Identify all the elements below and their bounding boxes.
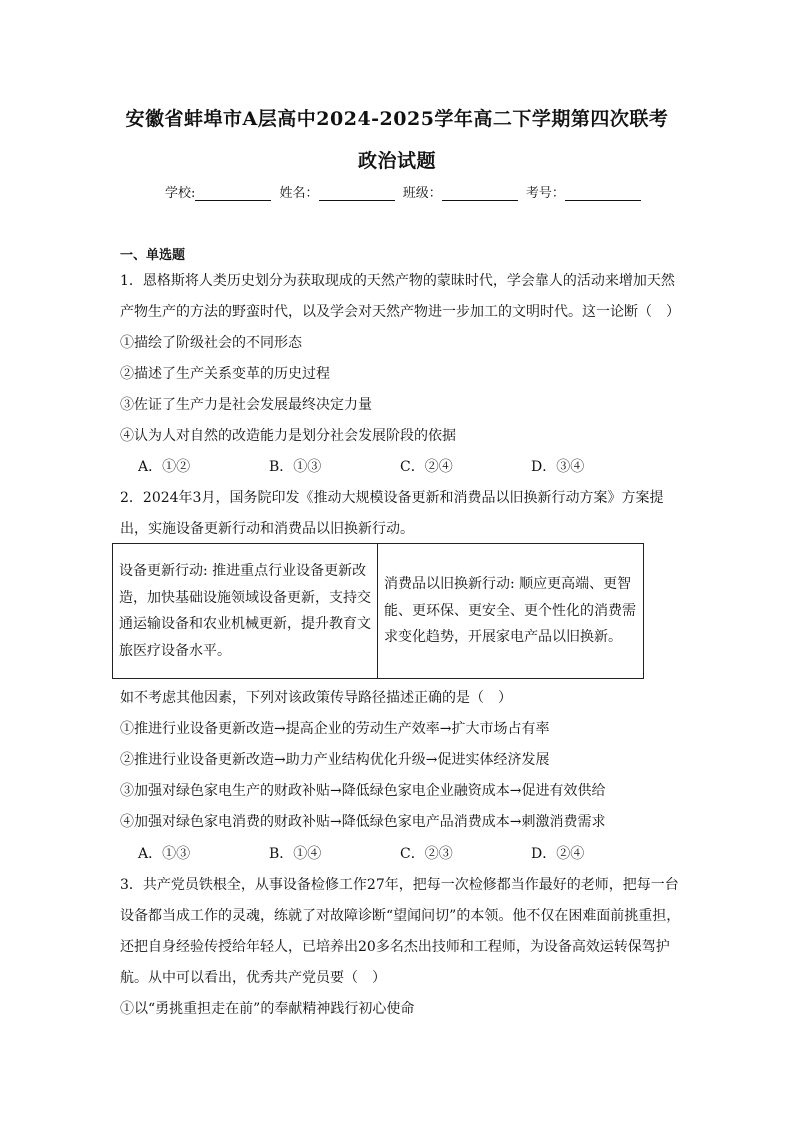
q1-item-2: ②描述了生产关系变革的历史过程 <box>120 366 330 382</box>
q1-item-4: ④认为人对自然的改造能力是划分社会发展阶段的依据 <box>120 428 456 444</box>
equipment-renewal-line-2: 造，加快基础设施领域设备更新，支持交 <box>119 589 371 606</box>
trade-in-line-2: 能、更环保、更安全、更个性化的消费需 <box>384 602 636 619</box>
q2-item-4: ④加强对绿色家电消费的财政补贴→降低绿色家电产品消费成本→刺激消费需求 <box>120 814 606 830</box>
q1-option-b: B．①③ <box>269 459 322 475</box>
exam-number-label: 考号： <box>525 186 565 201</box>
q1-option-d: D．③④ <box>531 459 585 475</box>
exam-number-blank <box>565 188 641 201</box>
q2-item-1: ①推进行业设备更新改造→提高企业的劳动生产效率→扩大市场占有率 <box>120 721 550 737</box>
trade-in-line-3: 求变化趋势，开展家电产品以旧换新。 <box>384 629 622 646</box>
trade-in-line-1: 消费品以旧换新行动: 顺应更高端、更智 <box>384 576 632 593</box>
q2-options <box>138 843 658 863</box>
name-blank <box>319 188 395 201</box>
exam-subject-title: 政治试题 <box>357 150 436 172</box>
class-label: 班级： <box>402 186 442 201</box>
q1-options <box>138 456 658 476</box>
equipment-renewal-line-4: 旅医疗设备水平。 <box>119 642 231 659</box>
q3-stem-line-1: 3．共产党员铁根全，从事设备检修工作27年，把每一次检修都当作最好的老师，把每一台 <box>120 877 679 893</box>
q1-stem-line-1: 1．恩格斯将人类历史划分为获取现成的天然产物的蒙昧时代，学会靠人的活动来增加天然 <box>120 273 675 289</box>
trade-in-cell <box>378 544 644 679</box>
section-heading: 一、单选题 <box>120 248 186 263</box>
q1-stem-line-2: 产物生产的方法的野蛮时代，以及学会对天然产物进一步加工的文明时代。这一论断（ ） <box>120 304 680 320</box>
q2-item-2: ②推进行业设备更新改造→助力产业结构优化升级→促进实体经济发展 <box>120 752 550 768</box>
q3-stem-line-4: 航。从中可以看出，优秀共产党员要（ ） <box>120 970 386 986</box>
q3-item-1: ①以“勇挑重担走在前”的奉献精神践行初心使命 <box>120 1001 415 1017</box>
q1-option-a: A．①② <box>138 459 191 475</box>
equipment-renewal-line-3: 通运输设备和农业机械更新，提升教育文 <box>119 616 371 632</box>
q2-question: 如不考虑其他因素，下列对该政策传导路径描述正确的是（ ） <box>120 690 512 706</box>
school-blank <box>195 188 271 201</box>
school-label: 学校: <box>165 186 196 201</box>
q1-item-3: ③佐证了生产力是社会发展最终决定力量 <box>120 397 372 413</box>
q2-item-3: ③加强对绿色家电生产的财政补贴→降低绿色家电企业融资成本→促进有效供给 <box>120 783 606 799</box>
student-info-row <box>165 182 645 201</box>
class-blank <box>442 188 518 201</box>
equipment-renewal-cell <box>113 544 378 679</box>
policy-table <box>112 543 644 679</box>
q1-option-c: C．②④ <box>400 459 453 475</box>
q2-option-c: C．②③ <box>400 846 453 862</box>
q2-stem-line-1: 2．2024年3月，国务院印发《推动大规模设备更新和消费品以旧换新行动方案》方案提 <box>120 490 664 506</box>
q2-option-a: A．①③ <box>138 846 191 862</box>
q1-item-1: ①描绘了阶级社会的不同形态 <box>120 335 302 351</box>
equipment-renewal-line-1: 设备更新行动: 推进重点行业设备更新改 <box>119 563 367 579</box>
q2-stem-line-2: 出，实施设备更新行动和消费品以旧换新行动。 <box>120 521 414 537</box>
q3-stem-line-2: 设备都当成工作的灵魂，练就了对故障诊断“望闻问切”的本领。他不仅在困难面前挑重担， <box>120 908 681 924</box>
exam-title: 安徽省蚌埠市A层高中2024-2025学年高二下学期第四次联考 <box>125 108 669 130</box>
q3-stem-line-3: 还把自身经验传授给年轻人，已培养出20多名杰出技师和工程师，为设备高效运转保驾护 <box>120 939 670 955</box>
q2-option-b: B．①④ <box>269 846 322 862</box>
q2-option-d: D．②④ <box>531 846 585 862</box>
name-label: 姓名： <box>279 186 319 201</box>
